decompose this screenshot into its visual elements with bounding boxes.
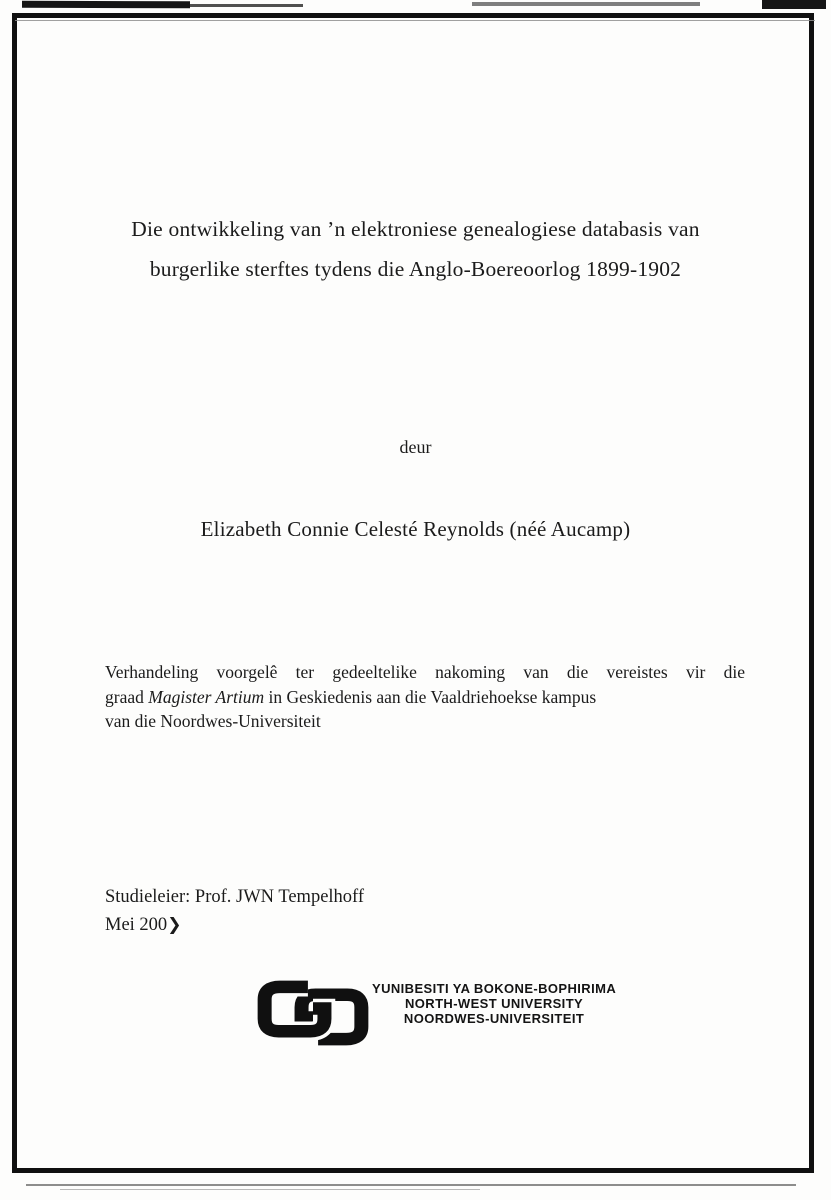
- supervisor-block: [105, 883, 364, 939]
- scan-artifact: [762, 0, 826, 9]
- nwu-logo-text: [369, 980, 616, 1026]
- thesis-title: [0, 209, 831, 289]
- date-prefix: Mei 200: [105, 915, 168, 935]
- statement-line-2: [105, 685, 745, 710]
- supervisor-line: Studieleier: Prof. JWN Tempelhoff: [105, 887, 365, 907]
- scan-artifact-inner-line: [15, 20, 815, 21]
- year-digit-seven-glyph: ❯: [167, 915, 181, 935]
- scan-artifact: [22, 1, 190, 9]
- nwu-logo-mark-icon: [257, 980, 369, 1046]
- nwu-logo: [257, 980, 616, 1046]
- statement-line-2-post: in Geskiedenis aan die Vaaldriehoekse kampus: [264, 686, 597, 707]
- statement-line-2-pre: graad: [105, 686, 149, 707]
- scan-artifact: [472, 2, 700, 6]
- date-line: [105, 911, 364, 939]
- byline-deur: deur: [399, 437, 432, 457]
- scan-artifact-bottom-line: [26, 1184, 796, 1186]
- scan-artifact: [188, 4, 303, 7]
- logo-text-setswana: YUNIBESITI YA BOKONE-BOPHIRIMA: [372, 981, 617, 996]
- degree-name-italic: Magister Artium: [148, 686, 265, 707]
- author-name: Elizabeth Connie Celesté Reynolds (néé Aucamp): [200, 517, 631, 541]
- logo-text-afrikaans: NOORDWES-UNIVERSITEIT: [403, 1011, 585, 1026]
- statement-line-1: Verhandeling voorgelê ter gedeeltelike nakoming van die vereistes vir die: [105, 662, 745, 682]
- title-line-2: burgerlike sterftes tydens die Anglo-Boereoorlog 1899-1902: [149, 257, 682, 281]
- logo-text-english: NORTH-WEST UNIVERSITY: [404, 996, 584, 1011]
- title-line-1: Die ontwikkeling van ’n elektroniese genealogiese databasis van: [131, 217, 700, 241]
- scan-artifact: [60, 1189, 480, 1190]
- submission-statement: [105, 660, 745, 734]
- statement-line-3: van die Noordwes-Universiteit: [105, 711, 321, 732]
